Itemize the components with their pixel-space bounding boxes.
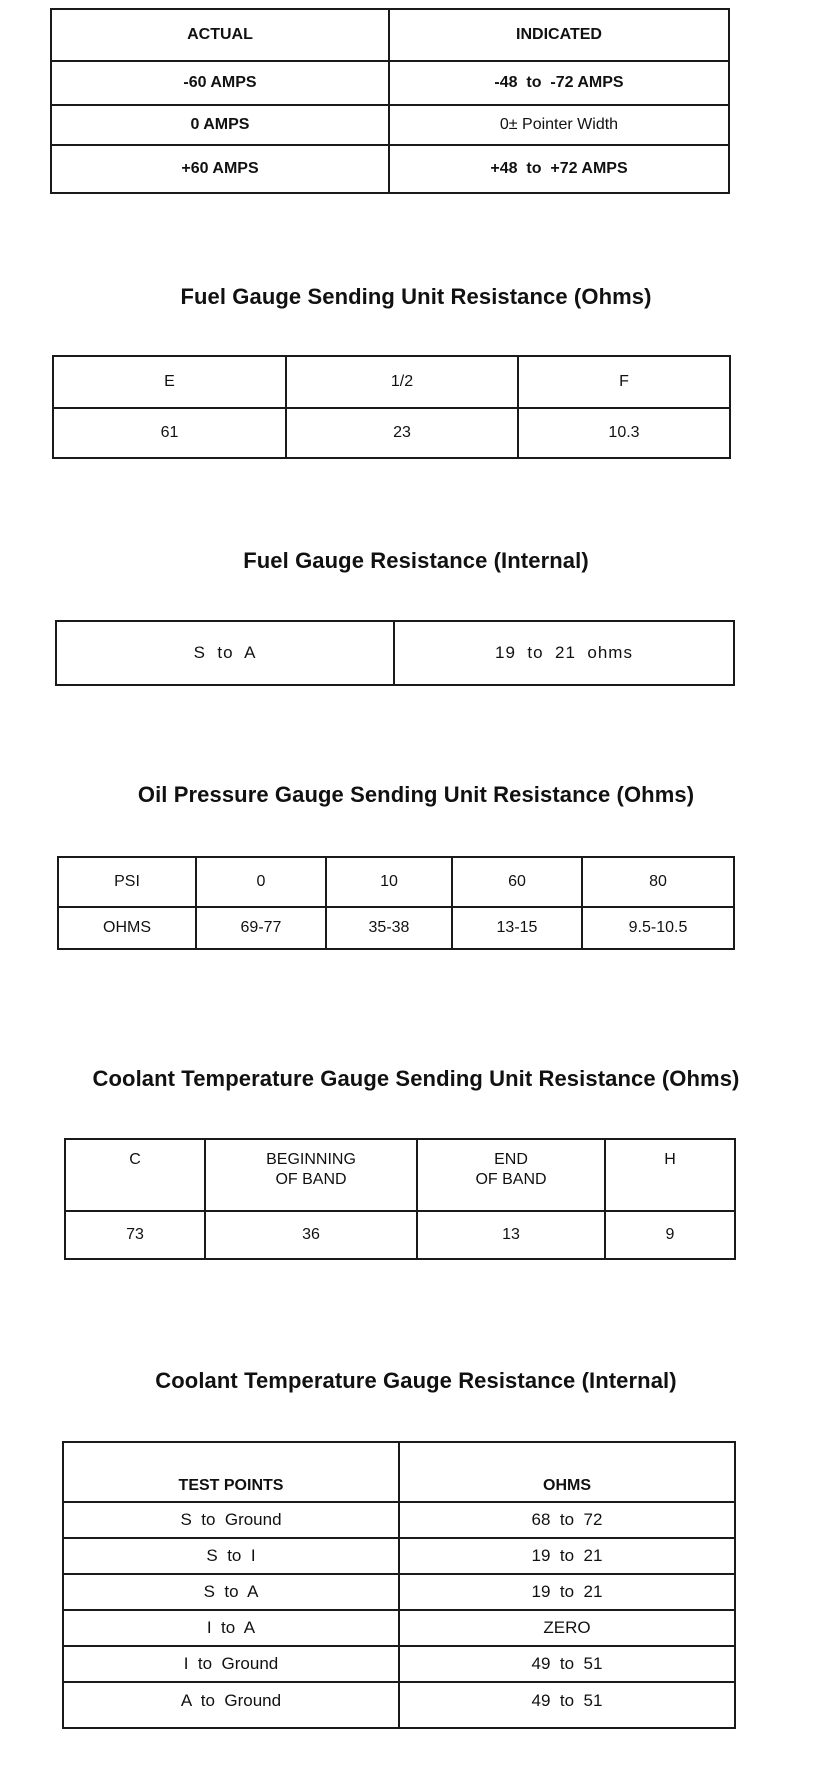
coolant-value: 13 [417, 1211, 605, 1259]
coolant-sending-table [64, 1138, 736, 1260]
coolant-header-h [605, 1139, 735, 1211]
oil-ohms-label: OHMS [58, 907, 196, 949]
coolant-internal-table [62, 1441, 736, 1729]
coolant-internal-header-points: TEST POINTS [63, 1442, 399, 1502]
fuel-internal-title: Fuel Gauge Resistance (Internal) [243, 548, 589, 573]
coolant-internal-points: I to Ground [63, 1646, 399, 1682]
ammeter-cell: -60 AMPS [51, 61, 389, 105]
coolant-internal-points: S to Ground [63, 1502, 399, 1538]
coolant-internal-points: I to A [63, 1610, 399, 1646]
ammeter-cell: +60 AMPS [51, 145, 389, 193]
coolant-internal-header-ohms: OHMS [399, 1442, 735, 1502]
coolant-internal-ohms: 68 to 72 [399, 1502, 735, 1538]
oil-psi-value: 80 [582, 857, 734, 907]
ammeter-cell: 0± Pointer Width [389, 105, 729, 145]
coolant-header-beginning [205, 1139, 417, 1211]
ammeter-cell: -48 to -72 AMPS [389, 61, 729, 105]
oil-psi-value: 10 [326, 857, 452, 907]
oil-ohms-value: 69-77 [196, 907, 326, 949]
coolant-header-line: OF BAND [475, 1171, 547, 1188]
ammeter-header-indicated: INDICATED [389, 9, 729, 61]
oil-psi-value: 60 [452, 857, 582, 907]
ammeter-cell: +48 to +72 AMPS [389, 145, 729, 193]
coolant-header-line: C [129, 1151, 141, 1168]
fuel-sending-value: 10.3 [518, 408, 730, 458]
coolant-header-line: H [664, 1151, 676, 1168]
coolant-internal-points: S to I [63, 1538, 399, 1574]
ammeter-table [50, 8, 730, 194]
oil-ohms-value: 13-15 [452, 907, 582, 949]
oil-ohms-value: 9.5-10.5 [582, 907, 734, 949]
coolant-internal-ohms: 49 to 51 [399, 1646, 735, 1682]
coolant-header-line: OF BAND [275, 1171, 347, 1188]
fuel-sending-title: Fuel Gauge Sending Unit Resistance (Ohms) [180, 284, 652, 309]
ammeter-header-actual: ACTUAL [51, 9, 389, 61]
fuel-internal-points: S to A [56, 621, 394, 685]
coolant-internal-ohms: 19 to 21 [399, 1574, 735, 1610]
fuel-sending-value: 23 [286, 408, 518, 458]
coolant-internal-ohms: 19 to 21 [399, 1538, 735, 1574]
coolant-header-end [417, 1139, 605, 1211]
coolant-internal-ohms: ZERO [399, 1610, 735, 1646]
coolant-value: 36 [205, 1211, 417, 1259]
coolant-internal-points: A to Ground [63, 1682, 399, 1728]
oil-sending-title: Oil Pressure Gauge Sending Unit Resistance (Ohms) [137, 782, 695, 807]
coolant-sending-title: Coolant Temperature Gauge Sending Unit Resistance (Ohms) [92, 1066, 740, 1091]
fuel-sending-header: E [53, 356, 286, 408]
oil-sending-table [57, 856, 735, 950]
coolant-header-line: END [494, 1151, 528, 1168]
ammeter-cell: 0 AMPS [51, 105, 389, 145]
coolant-value: 9 [605, 1211, 735, 1259]
coolant-internal-points: S to A [63, 1574, 399, 1610]
coolant-internal-title: Coolant Temperature Gauge Resistance (Internal) [155, 1368, 677, 1393]
fuel-internal-table [55, 620, 735, 686]
coolant-header-c [65, 1139, 205, 1211]
fuel-sending-header: F [518, 356, 730, 408]
fuel-sending-value: 61 [53, 408, 286, 458]
oil-ohms-value: 35-38 [326, 907, 452, 949]
oil-psi-label: PSI [58, 857, 196, 907]
oil-psi-value: 0 [196, 857, 326, 907]
coolant-value: 73 [65, 1211, 205, 1259]
fuel-sending-header: 1/2 [286, 356, 518, 408]
fuel-sending-table [52, 355, 731, 459]
coolant-header-line: BEGINNING [266, 1151, 356, 1168]
fuel-internal-ohms: 19 to 21 ohms [394, 621, 734, 685]
coolant-internal-ohms: 49 to 51 [399, 1682, 735, 1728]
